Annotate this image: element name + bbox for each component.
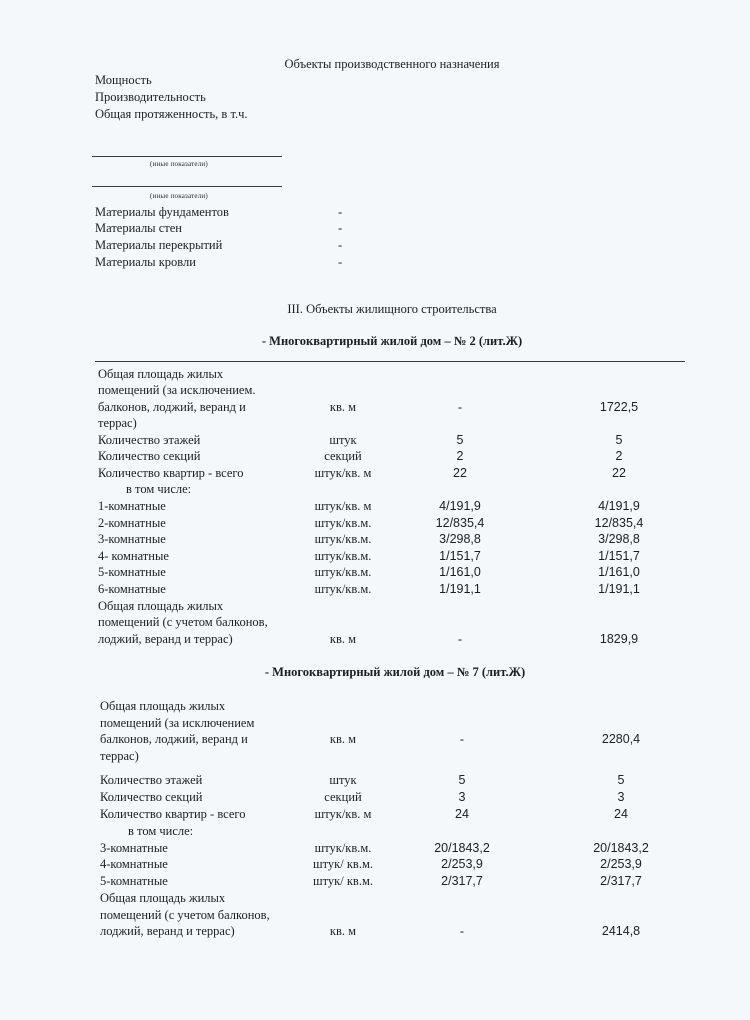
material-label: Материалы перекрытий: [95, 238, 223, 252]
house1-apartment-unit: штук/кв.м.: [314, 549, 372, 563]
house1-apartment-project: 1/161,0: [439, 565, 481, 579]
house1-apartment-fact: 3/298,8: [598, 532, 640, 546]
material-value: -: [338, 221, 343, 235]
material-label: Материалы кровли: [95, 255, 196, 269]
house1-apartment-label: 4- комнатные: [98, 549, 169, 563]
house2-area-label: Общая площадь жилых: [100, 699, 226, 713]
house2-apartment-label: 5-комнатные: [100, 874, 168, 888]
house1-row-project: 2: [456, 449, 464, 463]
house1-apartment-project: 4/191,9: [439, 499, 481, 513]
house1-apartment-unit: штук/кв.м.: [314, 532, 372, 546]
house1-apartment-fact: 1/161,0: [598, 565, 640, 579]
house1-area-fact: 1722,5: [599, 400, 639, 414]
house1-apartment-project: 1/191,1: [439, 582, 481, 596]
house1-apartment-fact: 4/191,9: [598, 499, 640, 513]
house2-row-unit: штук/кв. м: [314, 807, 372, 821]
house2-area-label: помещений (за исключением: [100, 716, 255, 730]
house1-apartment-unit: штук/кв.м.: [314, 582, 372, 596]
house2-area-label: балконов, лоджий, веранд и: [100, 732, 248, 746]
house2-row-fact: 24: [614, 807, 628, 821]
house1-total-label: лоджий, веранд и террас): [98, 632, 233, 646]
table-top-rule: [95, 361, 685, 362]
house1-total-unit: кв. м: [329, 632, 357, 646]
house1-apartment-project: 3/298,8: [439, 532, 481, 546]
house2-total-fact: 2414,8: [601, 924, 641, 938]
house1-total-fact: 1829,9: [599, 632, 639, 646]
material-value: -: [338, 255, 343, 269]
house1-row-project: 22: [453, 466, 467, 480]
house1-row-label: Количество этажей: [98, 433, 201, 447]
house1-including-label: в том числе:: [126, 482, 192, 496]
house1-apartment-label: 3-комнатные: [98, 532, 166, 546]
house2-apartment-project: 2/317,7: [441, 874, 483, 888]
house2-row-unit: секций: [324, 790, 362, 804]
house1-apartment-label: 2-комнатные: [98, 516, 166, 530]
house2-apartment-fact: 20/1843,2: [593, 841, 649, 855]
house1-row-project: 5: [456, 433, 464, 447]
house2-apartment-fact: 2/317,7: [600, 874, 642, 888]
total-length-label: Общая протяженность, в т.ч.: [95, 107, 248, 121]
other-indicator-caption-1: (иные показатели): [150, 160, 208, 168]
house1-area-label: балконов, лоджий, веранд и: [98, 400, 246, 414]
house1-apartment-unit: штук/кв.м.: [314, 516, 372, 530]
house1-heading: - Многоквартирный жилой дом – № 2 (лит.Ж): [261, 334, 523, 348]
material-label: Материалы стен: [95, 221, 182, 235]
house2-row-fact: 5: [617, 773, 625, 787]
capacity-label: Мощность: [95, 73, 152, 87]
house1-apartment-unit: штук/кв. м: [314, 499, 372, 513]
house2-area-project: -: [459, 732, 465, 746]
house1-row-unit: штук/кв. м: [314, 466, 372, 480]
house2-total-label: Общая площадь жилых: [100, 891, 226, 905]
house2-total-label: помещений (с учетом балконов,: [100, 908, 270, 922]
other-indicator-line-1: [92, 156, 282, 157]
industrial-section-title: Объекты производственного назначения: [284, 57, 500, 71]
other-indicator-caption-2: (иные показатели): [150, 192, 208, 200]
house1-apartment-project: 12/835,4: [435, 516, 485, 530]
house1-total-label: Общая площадь жилых: [98, 599, 224, 613]
house2-apartment-fact: 2/253,9: [600, 857, 642, 871]
house2-apartment-label: 3-комнатные: [100, 841, 168, 855]
productivity-label: Производительность: [95, 90, 206, 104]
house2-row-fact: 3: [617, 790, 625, 804]
house2-including-label: в том числе:: [128, 824, 194, 838]
house1-apartment-label: 5-комнатные: [98, 565, 166, 579]
house2-row-project: 3: [458, 790, 466, 804]
house1-apartment-label: 1-комнатные: [98, 499, 166, 513]
house2-total-project: -: [459, 924, 465, 938]
house1-area-label: помещений (за исключением.: [98, 383, 256, 397]
house2-apartment-unit: штук/ кв.м.: [313, 857, 373, 871]
house2-total-label: лоджий, веранд и террас): [100, 924, 235, 938]
house2-row-project: 24: [455, 807, 469, 821]
house2-apartment-project: 2/253,9: [441, 857, 483, 871]
house1-row-fact: 5: [615, 433, 623, 447]
house1-row-unit: секций: [324, 449, 362, 463]
house1-area-project: -: [457, 400, 463, 414]
house1-apartment-unit: штук/кв.м.: [314, 565, 372, 579]
other-indicator-line-2: [92, 186, 282, 187]
house2-area-label: террас): [100, 749, 139, 763]
material-label: Материалы фундаментов: [95, 205, 229, 219]
house2-row-unit: штук: [329, 773, 357, 787]
house2-apartment-unit: штук/кв.м.: [314, 841, 372, 855]
house1-apartment-fact: 12/835,4: [594, 516, 644, 530]
house2-apartment-unit: штук/ кв.м.: [313, 874, 373, 888]
material-value: -: [338, 205, 343, 219]
house2-apartment-label: 4-комнатные: [100, 857, 168, 871]
house1-row-fact: 22: [612, 466, 626, 480]
house1-total-project: -: [457, 632, 463, 646]
house1-row-fact: 2: [615, 449, 623, 463]
house1-apartment-fact: 1/151,7: [598, 549, 640, 563]
house1-apartment-fact: 1/191,1: [598, 582, 640, 596]
house1-area-label: Общая площадь жилых: [98, 367, 224, 381]
house1-row-label: Количество секций: [98, 449, 201, 463]
house2-row-project: 5: [458, 773, 466, 787]
house1-area-label: террас): [98, 416, 137, 430]
material-value: -: [338, 238, 343, 252]
house2-heading: - Многоквартирный жилой дом – № 7 (лит.Ж): [264, 665, 526, 679]
house2-total-unit: кв. м: [329, 924, 357, 938]
housing-section-title: III. Объекты жилищного строительства: [287, 302, 497, 316]
house1-apartment-project: 1/151,7: [439, 549, 481, 563]
house2-row-label: Количество квартир - всего: [100, 807, 246, 821]
house2-area-fact: 2280,4: [601, 732, 641, 746]
house2-row-label: Количество секций: [100, 790, 203, 804]
house1-total-label: помещений (с учетом балконов,: [98, 615, 268, 629]
house1-area-unit: кв. м: [329, 400, 357, 414]
house2-apartment-project: 20/1843,2: [434, 841, 490, 855]
house1-row-unit: штук: [329, 433, 357, 447]
house1-row-label: Количество квартир - всего: [98, 466, 244, 480]
house2-area-unit: кв. м: [329, 732, 357, 746]
house2-row-label: Количество этажей: [100, 773, 203, 787]
house1-apartment-label: 6-комнатные: [98, 582, 166, 596]
